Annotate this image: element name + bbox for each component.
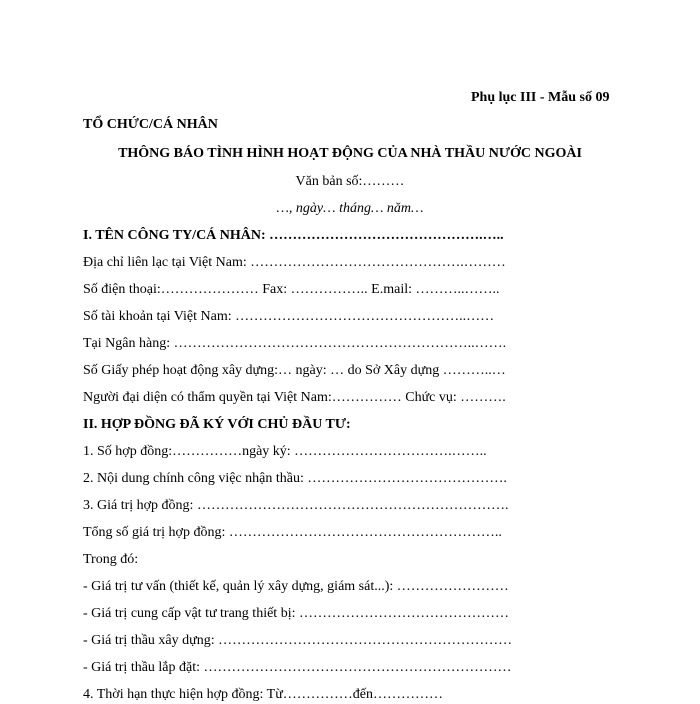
field-consulting-value: - Giá trị tư vấn (thiết kế, quản lý xây dựng, giám sát...): …………………… <box>83 579 509 594</box>
field-total-value: Tổng số giá trị hợp đồng: ………………………………………………….. <box>83 525 502 540</box>
organization-label: TỔ CHỨC/CÁ NHÂN <box>83 117 218 132</box>
section-2-heading: II. HỢP ĐỒNG ĐÃ KÝ VỚI CHỦ ĐẦU TƯ: <box>83 417 351 432</box>
section-1-heading: I. TÊN CÔNG TY/CÁ NHÂN: ……………………………………….….. <box>83 228 504 243</box>
field-address: Địa chỉ liên lạc tại Việt Nam: ……………………………………….……… <box>83 255 506 270</box>
field-construction-license: Số Giấy phép hoạt động xây dựng:… ngày: … do Sở Xây dựng ………..… <box>83 363 506 378</box>
field-equipment-value: - Giá trị cung cấp vật tư trang thiết bị: ……………………………………… <box>83 606 509 621</box>
appendix-label: Phụ lục III - Mẫu số 09 <box>471 90 610 105</box>
field-construction-value: - Giá trị thầu xây dựng: ……………………………………………………… <box>83 633 513 648</box>
field-representative: Người đại diện có thẩm quyền tại Việt Nam:…………… Chức vụ: ………. <box>83 390 506 405</box>
field-contract-number: 1. Số hợp đồng:……………ngày ký: …………………………….…….. <box>83 444 487 459</box>
document-title: THÔNG BÁO TÌNH HÌNH HOẠT ĐỘNG CỦA NHÀ THẦU NƯỚC NGOÀI <box>118 146 582 161</box>
field-bank: Tại Ngân hàng: ………………………………………………………..……. <box>83 336 507 351</box>
document-number: Văn bản số:……… <box>295 174 405 189</box>
field-phone-fax-email: Số điện thoại:………………… Fax: …………….. E.mail: ………..…….. <box>83 282 500 297</box>
field-installation-value: - Giá trị thầu lắp đặt: ………………………………………………………… <box>83 660 512 675</box>
field-bank-account: Số tài khoản tại Việt Nam: …………………………………………..…… <box>83 309 495 324</box>
field-contract-duration: 4. Thời hạn thực hiện hợp đồng: Từ……………đến…………… <box>83 687 443 702</box>
field-contract-value: 3. Giá trị hợp đồng: …………………………………………………………. <box>83 498 509 513</box>
field-breakdown-label: Trong đó: <box>83 552 139 567</box>
date-line: …, ngày… tháng… năm… <box>276 201 424 216</box>
field-work-content: 2. Nội dung chính công việc nhận thầu: ……………………………………. <box>83 471 507 486</box>
